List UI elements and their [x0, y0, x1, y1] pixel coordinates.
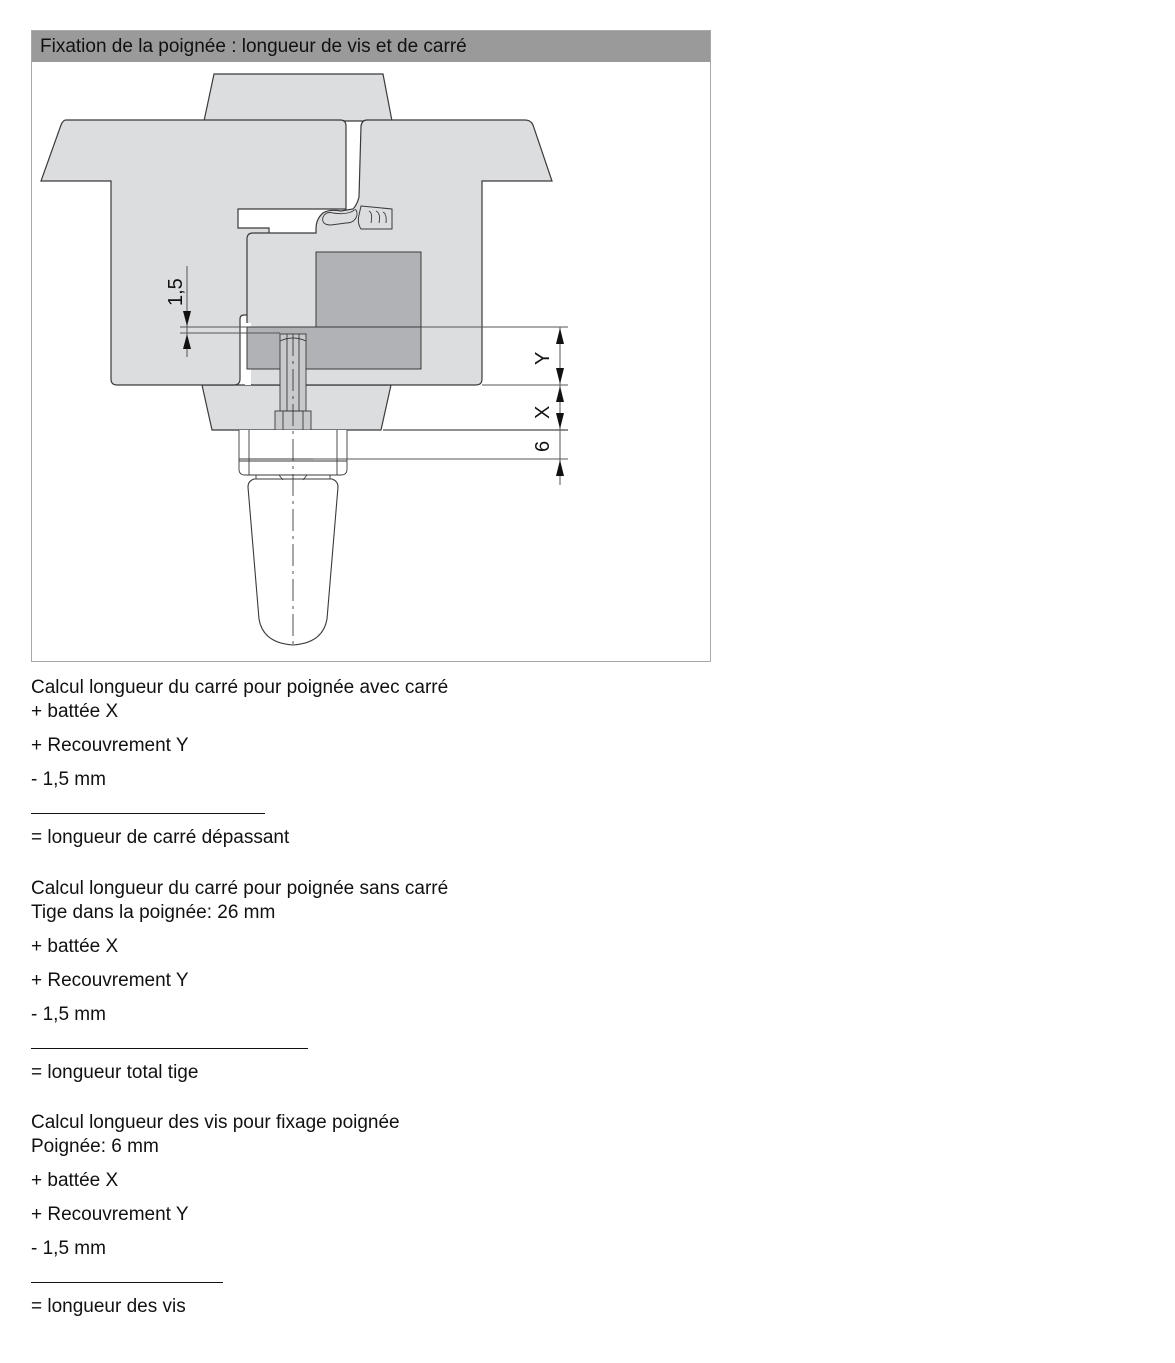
figure-title: Fixation de la poignée : longueur de vis et de carré	[32, 31, 710, 62]
dimension-label-y: Y	[532, 351, 554, 365]
result-line: = longueur de carré dépassant	[31, 827, 290, 848]
step-line: + Recouvrement Y	[31, 1204, 189, 1225]
dimension-label-x: X	[532, 405, 554, 419]
gasket	[358, 206, 392, 229]
section-subheading: Tige dans la poignée: 26 mm	[31, 902, 276, 923]
figure-panel	[31, 30, 711, 662]
section-subheading: Poignée: 6 mm	[31, 1136, 159, 1157]
sum-rule	[31, 813, 265, 814]
technical-drawing	[32, 62, 710, 660]
step-line: - 1,5 mm	[31, 1238, 106, 1259]
step-line: + Recouvrement Y	[31, 970, 189, 991]
section-heading: Calcul longueur des vis pour fixage poignée	[31, 1112, 400, 1133]
section-heading: Calcul longueur du carré pour poignée sans carré	[31, 878, 449, 899]
dimension-label-offset: 1,5	[165, 278, 187, 306]
sum-rule	[31, 1282, 223, 1283]
step-line: + Recouvrement Y	[31, 735, 189, 756]
calc-section-screw-length	[31, 1111, 400, 1319]
step-line: + battée X	[31, 1170, 119, 1191]
section-heading: Calcul longueur du carré pour poignée avec carré	[31, 677, 449, 698]
result-line: = longueur total tige	[31, 1062, 199, 1083]
sum-rule	[31, 1048, 308, 1049]
result-line: = longueur des vis	[31, 1296, 186, 1317]
step-line: - 1,5 mm	[31, 1004, 106, 1025]
step-line: - 1,5 mm	[31, 769, 106, 790]
step-line: + battée X	[31, 936, 119, 957]
sash-top-cap	[204, 74, 392, 121]
dimension-label-6: 6	[532, 440, 554, 452]
calc-section-square-with-handle	[31, 676, 448, 850]
calc-section-square-without-handle	[31, 877, 448, 1085]
step-line: + battée X	[31, 701, 119, 722]
